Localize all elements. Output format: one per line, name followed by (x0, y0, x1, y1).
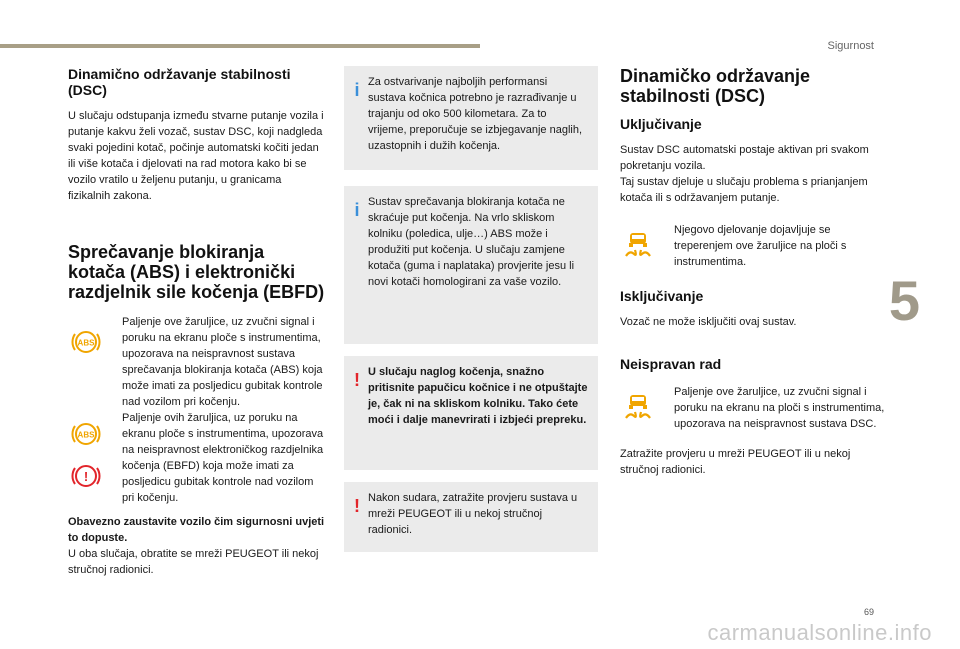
fault-action-text: Zatražite provjeru u mreži PEUGEOT ili u nekoj stručnoj radionici. (620, 448, 851, 476)
fault-heading: Neispravan rad (620, 356, 722, 372)
abs-heading: Sprečavanje blokiranja kotača (ABS) i elektronički razdjelnik sile kočenja (EBFD) (68, 242, 325, 302)
activation-text-1: Sustav DSC automatski postaje aktivan pri svakom pokretanju vozila. (620, 144, 869, 172)
exclamation-icon: ! (354, 370, 360, 390)
ebfd-warning-row (68, 410, 326, 506)
abs-warning-icon (70, 326, 102, 358)
dsc-fault-row (620, 384, 885, 432)
activation-text-2: Taj sustav djeluje u slučaju problema s prianjanjem kotača ili s održavanjem putanje. (620, 176, 868, 204)
right-column (620, 66, 885, 478)
svg-text:ABS: ABS (77, 430, 95, 440)
deactivation-text: Vozač ne može isključiti ovaj sustav. (620, 316, 797, 328)
svg-text:ABS: ABS (77, 338, 95, 348)
warning-box-collision (344, 482, 598, 552)
abs-warning-row (68, 314, 326, 410)
watermark: carmanualsonline.info (707, 620, 932, 645)
skid-car-icon (622, 390, 654, 422)
warning-box-braking (344, 356, 598, 470)
skid-car-icon (622, 228, 654, 260)
chapter-number: 5 (888, 269, 920, 332)
warning-box-text: Nakon sudara, zatražite provjeru sustava u mreži PEUGEOT ili u nekoj stručnoj radionici. (368, 492, 578, 536)
dsc-fault-text: Paljenje ove žaruljice, uz zvučni signal i poruku na ekranu na ploči s instrumentima, upozorava na neispravnost sustava DSC. (674, 386, 885, 430)
dsc-main-heading: Dinamičko održavanje stabilnosti (DSC) (620, 66, 811, 106)
warning-box-text: U slučaju naglog kočenja, snažno pritisnite papučicu kočnice i ne otpuštajte je, čak ni na skliskom kolniku. Tako ćete moći i dalje manevrirati i izbjeći prepreku. (368, 366, 588, 426)
exclamation-icon: ! (354, 496, 360, 516)
deactivation-heading: Isključivanje (620, 288, 704, 304)
ebfd-lamp-text: Paljenje ovih žaruljica, uz poruku na ekranu ploče s instrumentima, upozorava na neispravnost elektroničkog razdjelnika kočenja (EBFD) koja može imati za posljedicu gubitak kontrole nad vozilom pri kočenju. (122, 412, 324, 504)
top-rule (0, 44, 480, 48)
left-column (68, 66, 326, 578)
info-box-text: Za ostvarivanje najboljih performansi sustava kočnica potrebno je razrađivanje u trajanju od oko 500 kilometara. Za to vrijeme, preporučuje se izbjegavanje naglih, uzastopnih i dužih kočenja. (368, 76, 583, 152)
abs-warning-icon-2 (70, 418, 102, 450)
info-icon: i (354, 80, 360, 100)
info-box-breakin (344, 66, 598, 170)
dsc-heading: Dinamično održavanje stabilnosti (DSC) (68, 66, 291, 98)
dsc-active-text: Njegovo djelovanje dojavljuje se treperenjem ove žaruljice na ploči s instrumentima. (674, 224, 847, 268)
info-box-abs (344, 186, 598, 344)
info-icon: i (354, 200, 360, 220)
activation-heading: Uključivanje (620, 116, 702, 132)
stop-warning-bold: Obavezno zaustavite vozilo čim sigurnosni uvjeti to dopuste. (68, 516, 325, 544)
abs-lamp-text: Paljenje ove žaruljice, uz zvučni signal i poruku na ekranu ploče s instrumentima, upozorava na neispravnost sustava sprečavanja blokiranja kotača (ABS) koja može imati za posljedicu gubitak kontrole nad vozilom pri kočenju. (122, 316, 323, 408)
dsc-paragraph: U slučaju odstupanja između stvarne putanje vozila i putanje kakvu želi vozač, sustav DSC, koji nadgleda svaki pojedini kotač, počinje automatski kočiti jedan ili više kotača i djelovati na rad motora kako bi se vozilo vratilo u željenu putanju, u granicama fizikalnih zakona. (68, 110, 324, 202)
info-box-text: Sustav sprečavanja blokiranja kotača ne skraćuje put kočenja. Na vrlo skliskom kolniku (poledica, ulje…) ABS može i produžiti put kočenja. U slučaju zamjene kotača (guma i naplataka) provjerite jesu li novi kotači homologirani za vaše vozilo. (368, 196, 575, 288)
brake-warning-icon (70, 460, 102, 492)
section-label: Sigurnost (827, 40, 874, 52)
svg-text:!: ! (83, 469, 89, 484)
page-number: 69 (863, 607, 874, 617)
stop-warning-text: U oba slučaja, obratite se mreži PEUGEOT ili nekoj stručnoj radionici. (68, 548, 319, 576)
dsc-active-row (620, 222, 885, 270)
